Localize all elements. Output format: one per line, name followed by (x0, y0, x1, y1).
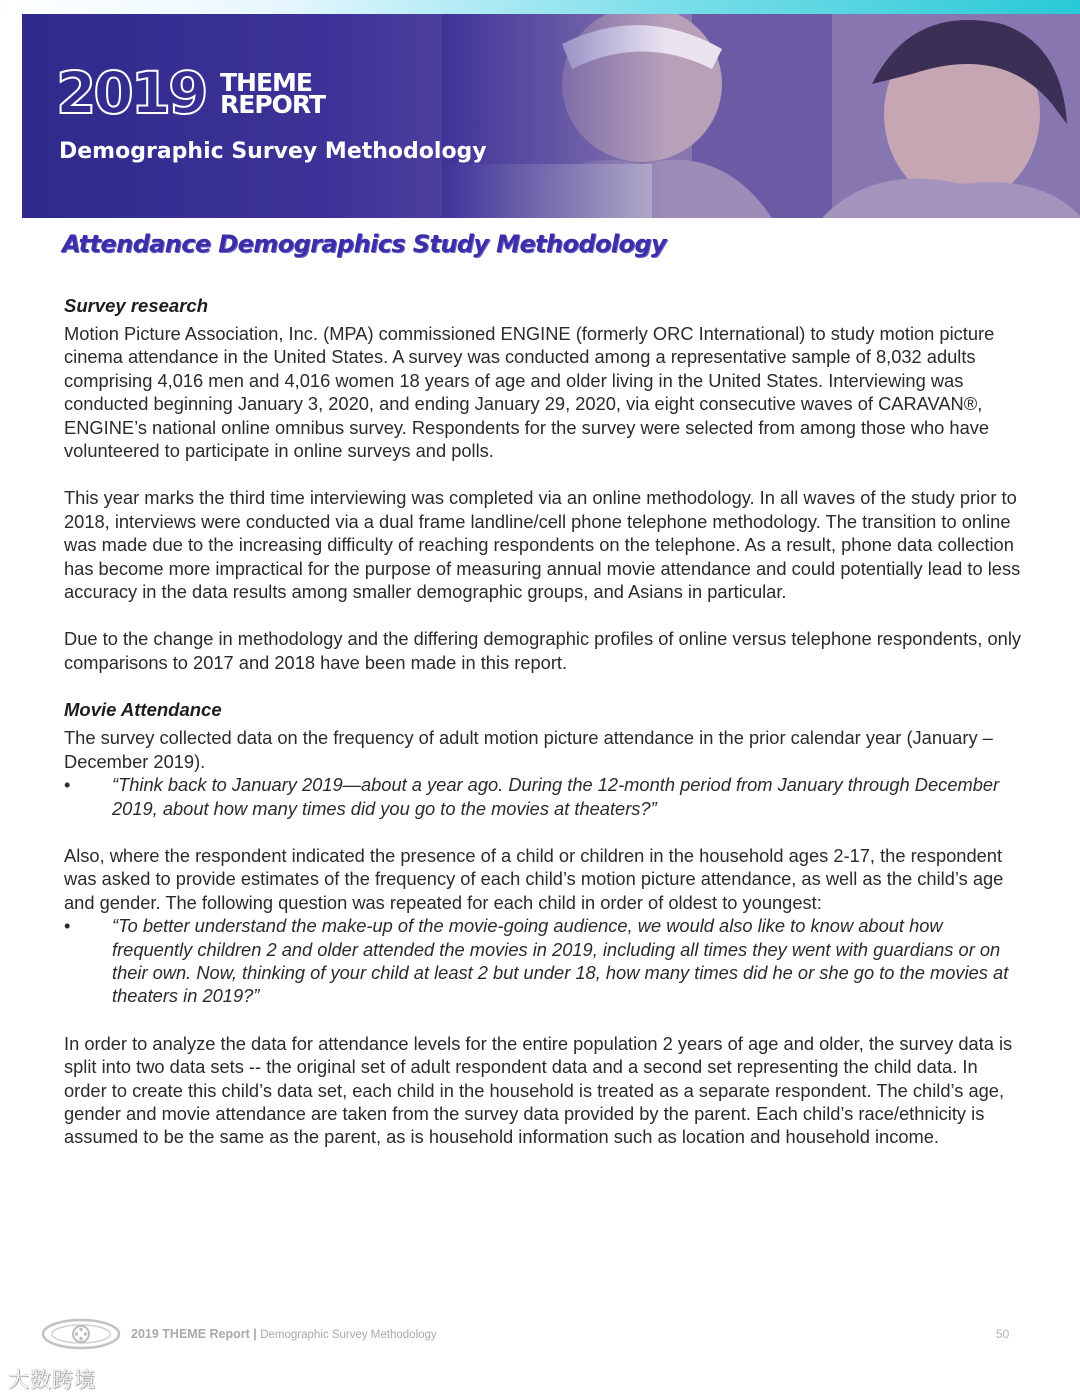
adult-question: “Think back to January 2019—about a year ago. During the 12-month period from January through December 2019, about how many times did you go to the movies at theaters?” (112, 774, 1000, 819)
survey-paragraph-1: Motion Picture Association, Inc. (MPA) commissioned ENGINE (formerly ORC International) to study motion picture cinema attendance in the United States. A survey was conducted among a representative sample of 8,032 adults comprising 4,016 men and 4,016 women 18 years of age and older living in the United States. Interviewing was conducted beginning January 3, 2020, and ending January 29, 2020, via eight consecutive waves of CARAVAN®, ENGINE’s national online omnibus survey. Respondents for the survey were selected from among those who have volunteered to participate in online surveys and polls. (64, 323, 995, 462)
report-year: 2019 (56, 59, 206, 127)
bullet-marker: • (64, 774, 71, 796)
attendance-paragraph-3: In order to analyze the data for attendance levels for the entire population 2 years of age and older, the survey data is split into two data sets -- the original set of adult respondent data and a second set representing the child data. In order to create this child’s data set, each child in the household is treated as a separate respondent. The child’s age, gender and movie attendance are taken from the survey data provided by the parent. Each child’s race/ethnicity is assumed to be the same as the parent, as is household information such as location and household income. (64, 1032, 1013, 1148)
header-photo (442, 14, 1080, 218)
footer-section: Demographic Survey Methodology (260, 1329, 437, 1341)
attendance-intro: The survey collected data on the frequency of adult motion picture attendance in the prior calendar year (January – December 2019). (64, 727, 993, 772)
page-footer (40, 1316, 1040, 1356)
report-word: REPORT (220, 90, 326, 119)
movie-attendance-title: Movie Attendance (64, 699, 222, 721)
question-bullet-adult (64, 773, 1024, 820)
page-number: 50 (996, 1327, 1010, 1341)
theme-word: THEME (220, 68, 313, 97)
footer-label (131, 1327, 437, 1341)
survey-research-title: Survey research (64, 295, 208, 316)
bullet-marker: • (64, 915, 71, 937)
footer-separator: | (249, 1327, 261, 1341)
main-content (64, 294, 1024, 1149)
attendance-paragraph-2: Also, where the respondent indicated the presence of a child or children in the household ages 2-17, the respondent was asked to provide estimates of the frequency of each child’s motion picture attendance, as well as the child’s age and gender. The following question was repeated for each child in order of oldest to youngest: (64, 844, 1004, 913)
survey-paragraph-2: This year marks the third time interviewing was completed via an online methodology. In all waves of the study prior to 2018, interviews were conducted via a dual frame landline/cell phone telephone methodology. The transition to online was made due to the increasing difficulty of reaching respondents on the telephone. As a result, phone data collection has become more impractical for the purpose of measuring annual movie attendance and could potentially lead to less accuracy in the data results among smaller demographic groups, and Asians in particular. (64, 487, 1021, 603)
child-question: “To better understand the make-up of the movie-going audience, we would also like to know about how frequently children 2 and older attended the movies in 2019, including all times they went with guardians or on their own. Now, thinking of your child at least 2 but under 18, how many times did he or she go to the movies at theaters in 2019?” (112, 915, 1009, 1007)
header-banner (22, 14, 1080, 218)
footer-report: 2019 THEME Report (131, 1327, 250, 1341)
mpa-logo-icon (40, 1316, 122, 1352)
survey-paragraph-3: Due to the change in methodology and the differing demographic profiles of online versus telephone respondents, only comparisons to 2017 and 2018 have been made in this report. (64, 628, 1022, 673)
banner-subtitle: Demographic Survey Methodology (59, 139, 487, 164)
page-heading: Attendance Demographics Study Methodology (62, 230, 666, 258)
question-bullet-child (64, 914, 1024, 1008)
watermark: 大数跨境 (8, 1369, 96, 1392)
theme-report-wordmark (220, 68, 326, 119)
